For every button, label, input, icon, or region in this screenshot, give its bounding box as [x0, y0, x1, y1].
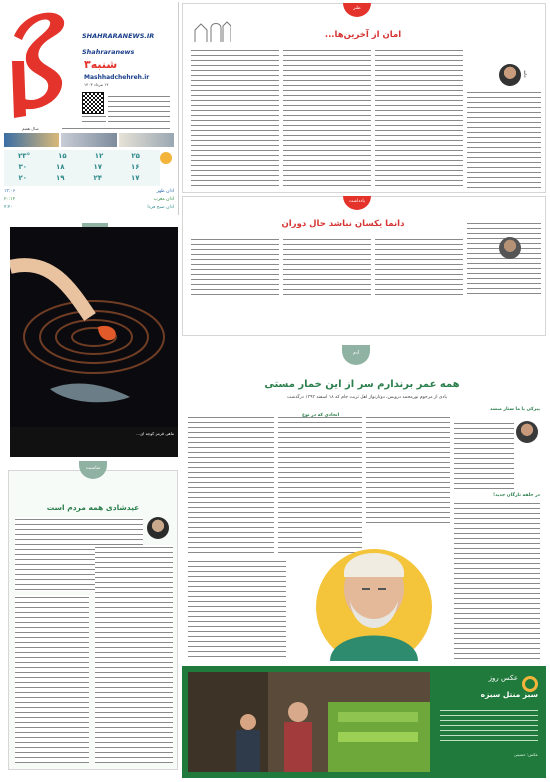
prayer-label: اذان مغرب [153, 197, 174, 202]
article-title: عیدشادی همه مردم است [46, 503, 140, 512]
article-body-col1 [188, 415, 274, 555]
masthead-site3[interactable]: Mashhadchehreh.ir [84, 74, 150, 81]
weather-value: ۱۷ [93, 163, 103, 171]
weather-value: ۲۳° [18, 152, 31, 160]
photo-of-day [182, 666, 546, 778]
prayer-times [4, 188, 174, 214]
pull-quote-label: پیرکی یا ما ستاز میشد [490, 407, 540, 412]
article-body-col5 [454, 501, 540, 661]
article-daneshgah [182, 196, 546, 336]
masthead-site2[interactable]: Shahraranews [82, 48, 135, 56]
article-body-col4 [467, 221, 541, 297]
weather-panel [4, 150, 160, 186]
author-photo [516, 421, 538, 443]
article-amaan [182, 3, 546, 193]
article-body-col1 [191, 237, 279, 297]
photo-badge: عکس روز [488, 674, 518, 682]
market-photo [188, 672, 430, 772]
prayer-row [4, 196, 174, 204]
photo-swirl-illustration [10, 227, 178, 427]
article-body-col3 [95, 545, 173, 763]
column-divider [178, 2, 179, 215]
weather-value: ۱۸ [55, 163, 65, 171]
mosque-icon [191, 18, 231, 42]
article-body-col4 [467, 90, 541, 188]
article-badge: طنز [343, 3, 371, 17]
masthead-contacts [108, 94, 170, 124]
masthead-date: ۱۴ مرداد ۱۴۰۳ [84, 82, 109, 87]
photo-caption: ماهی قرمز کوچه ای... [136, 431, 174, 436]
portrait-photo [290, 527, 450, 661]
article-subtitle: یادی از مرحوم نورمحمد درویش، دوتارنواز اهل تربت جام که ۱۸ اسفند ۱۳۹۳ درگذشت [286, 395, 448, 400]
author-photo [499, 64, 521, 86]
weather-row-3 [4, 174, 154, 182]
sun-icon [160, 152, 172, 164]
article-body-col3 [375, 48, 463, 188]
article-body-col6 [188, 559, 286, 659]
article-badge: مناسبت [79, 461, 107, 479]
masthead-weekday: ۳شنبه [84, 58, 118, 71]
masthead-staff [82, 114, 106, 126]
teaser-thumb[interactable] [61, 133, 116, 147]
prayer-time: ۱۳:۰۶ [4, 189, 16, 194]
weather-row-1 [4, 152, 154, 160]
teaser-strip [4, 133, 174, 147]
prayer-time: ۲۰:۱۲ [4, 197, 16, 202]
article-body-col1 [191, 48, 279, 188]
section-heading: اتحادی که در نوع [302, 413, 340, 418]
qr-code-icon [82, 92, 104, 114]
prayer-row [4, 204, 174, 212]
weather-value: ۲۵ [131, 152, 140, 160]
weather-value: ۲۴ [93, 174, 103, 182]
article-body-col4 [454, 421, 514, 491]
article-body-col3 [375, 237, 463, 297]
article-title: امان از آخرین‌ها... [324, 30, 402, 40]
article-body-col3 [366, 415, 450, 525]
weather-value: ۳۰ [18, 163, 28, 171]
teaser-thumb[interactable] [119, 133, 174, 147]
elderly-man-portrait [290, 527, 450, 661]
weather-value: ۱۹ [55, 174, 65, 182]
masthead-issue-label: سال هفتم [22, 126, 39, 131]
author-photo [147, 517, 169, 539]
article-body-col2 [283, 237, 371, 297]
weather-value: ۱۷ [130, 174, 140, 182]
article-title: دانما یکسان نباشد حال دوران [281, 219, 405, 229]
masthead-site1[interactable]: SHAHRARANEWS.IR [82, 32, 155, 40]
article-eid [8, 466, 178, 770]
prayer-time: ۴:۴۰ [4, 205, 13, 210]
author-photo [499, 237, 521, 259]
weather-row-2 [4, 163, 154, 171]
article-main [182, 345, 546, 665]
article-body-col2 [15, 595, 89, 763]
photo-feature-left [10, 227, 178, 457]
section-heading: در حلقه تازگان جدید! [493, 493, 540, 498]
weather-value: ۱۲ [94, 152, 104, 160]
weather-value: ۲۰ [18, 174, 28, 182]
article-badge: یادداشت [343, 196, 371, 210]
shahrara-logo-icon [4, 6, 74, 124]
prayer-label: اذان صبح فردا [147, 205, 174, 210]
masthead-logo [4, 6, 74, 124]
article-title: همه عمر برندارم سر از این خمار مستی [264, 379, 460, 390]
photo-text [440, 708, 538, 744]
article-badge: آدم [342, 345, 370, 365]
prayer-label: اذان ظهر [156, 189, 174, 194]
prayer-row [4, 188, 174, 196]
weather-value: ۱۶ [130, 163, 140, 171]
photo-title: سبز منتل سبزه [480, 690, 538, 699]
photo-caption: عکس: حسینی [513, 752, 538, 757]
masthead-staff-2 [62, 126, 170, 132]
author-name: حامد [523, 70, 528, 78]
article-body-col2 [283, 48, 371, 188]
teaser-thumb[interactable] [4, 133, 59, 147]
weather-value: ۱۵ [58, 152, 67, 160]
